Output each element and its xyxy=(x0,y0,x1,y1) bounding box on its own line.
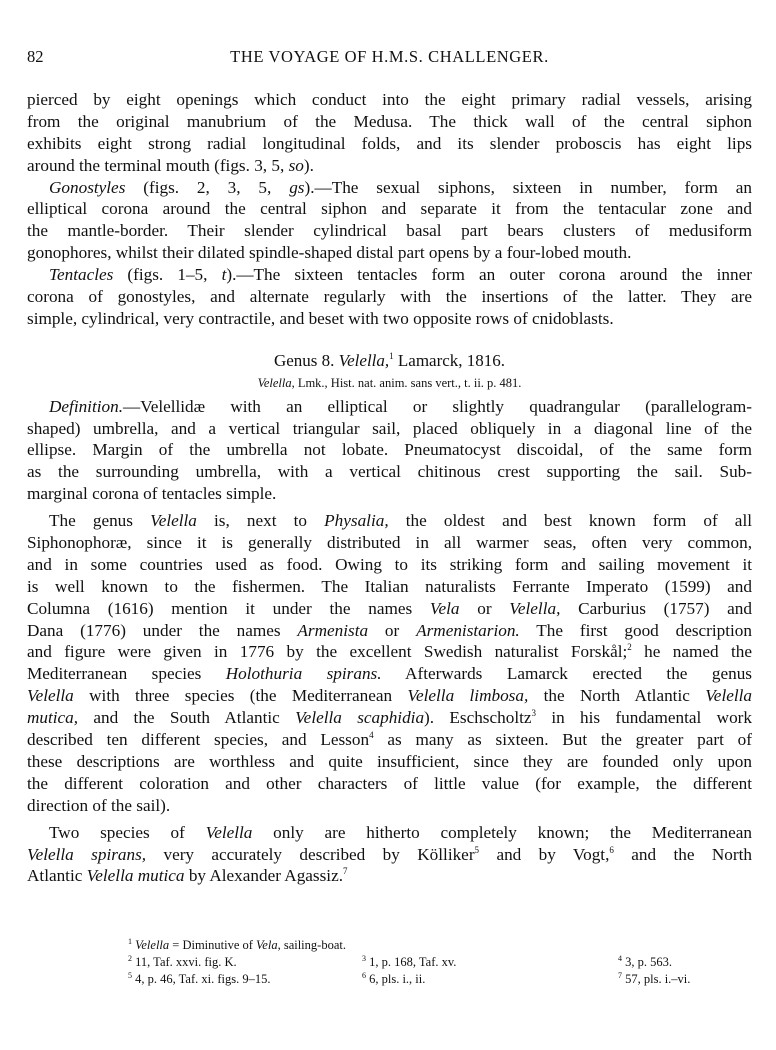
text-run: and the North xyxy=(613,844,752,864)
italic-text: Physalia, xyxy=(324,511,389,531)
italic-text: Vela xyxy=(256,938,278,952)
text-run: described ten different species, and Lesson xyxy=(27,730,370,750)
text-run: Mediterranean species xyxy=(27,664,226,684)
text-line xyxy=(27,155,752,177)
paragraph-gap xyxy=(27,330,752,348)
text-line xyxy=(27,133,752,155)
text-run: is well known to the fishermen. The Italian naturalists Ferrante Imperato (1599) and xyxy=(27,576,752,596)
footnote-ref: 3 xyxy=(531,708,536,719)
text-run: 4, p. 46, Taf. xi. figs. 9–15. xyxy=(135,972,271,986)
text-line xyxy=(27,641,752,663)
text-line xyxy=(27,439,752,461)
text-run: ). xyxy=(303,155,314,175)
footnote-7 xyxy=(618,971,690,988)
text-line xyxy=(27,795,752,817)
text-run: corona of gonostyles, and alternate regularly with the insertions of the latter. They are xyxy=(27,287,752,307)
italic-text: Velella limbosa, xyxy=(407,686,529,706)
text-line xyxy=(27,663,752,685)
text-run: from the original manubrium of the Medusa. The thick wall of the central siphon xyxy=(27,111,752,131)
text-run: and figure were given in 1776 by the excellent Swedish naturalist Forskål; xyxy=(27,642,628,662)
footnote-2 xyxy=(128,954,237,971)
italic-text: Velella xyxy=(150,511,197,531)
text-run: shaped) umbrella, and a vertical triangular sail, placed obliquely in a diagonal line of the xyxy=(27,418,752,438)
text-line xyxy=(27,510,752,532)
text-run: he named the xyxy=(631,642,752,662)
text-run: around the terminal mouth (figs. 3, 5, xyxy=(27,155,289,175)
text-run: = Diminutive of xyxy=(169,938,257,952)
text-run: ellipse. Margin of the umbrella not lobate. Pneumatocyst discoidal, of the same form xyxy=(27,440,752,460)
text-line xyxy=(27,177,752,199)
text-run: , Lmk., Hist. nat. anim. sans vert., t. ii. p. 481. xyxy=(291,375,522,390)
footnote-row xyxy=(128,937,728,954)
footnote-number: 5 xyxy=(128,971,132,980)
text-line xyxy=(27,620,752,642)
text-line xyxy=(27,822,752,844)
text-line xyxy=(27,598,752,620)
text-line xyxy=(27,264,752,286)
genus-heading xyxy=(27,350,752,372)
italic-text: Vela xyxy=(429,598,460,618)
text-run: The genus xyxy=(49,511,151,531)
text-line xyxy=(27,685,752,707)
footnote-1 xyxy=(128,937,346,954)
italic-text: Velella xyxy=(705,686,752,706)
text-run: Two species of xyxy=(49,822,206,842)
text-run: as many as sixteen. But the greater part of xyxy=(373,730,752,750)
italic-text: Velella, xyxy=(338,350,390,370)
text-run: ). Eschscholtz xyxy=(424,708,532,728)
text-run: the North Atlantic xyxy=(528,686,706,706)
text-run: ).—The sexual siphons, sixteen in number, form an xyxy=(304,177,752,197)
footnote-ref: 1 xyxy=(389,350,394,361)
text-run: is, next to xyxy=(196,511,325,531)
italic-text: Velella xyxy=(205,822,253,842)
text-run: or xyxy=(459,598,510,618)
text-run: or xyxy=(368,620,417,640)
text-line xyxy=(27,532,752,554)
text-line xyxy=(27,576,752,598)
footnote-ref: 4 xyxy=(369,730,374,741)
text-run: pierced by eight openings which conduct into the eight primary radial vessels, arising xyxy=(27,90,752,109)
text-line xyxy=(27,729,752,751)
italic-text: Gonostyles xyxy=(49,177,126,197)
text-line xyxy=(27,844,752,866)
footnote-number: 6 xyxy=(362,971,366,980)
italic-text: Velella xyxy=(257,375,292,390)
footnote-number: 1 xyxy=(128,937,132,946)
italic-text: Holothuria spirans. xyxy=(225,664,382,684)
footnotes xyxy=(128,937,728,988)
italic-text: Armenista xyxy=(297,620,369,640)
text-run: and in some countries used as food. Owing to its striking form and sailing movement it xyxy=(27,554,752,574)
text-line xyxy=(27,707,752,729)
genus-citation xyxy=(27,372,752,396)
text-run: with three species (the Mediterranean xyxy=(73,686,408,706)
running-title: THE VOYAGE OF H.M.S. CHALLENGER. xyxy=(230,47,549,66)
italic-text: gs xyxy=(289,177,305,197)
footnote-row xyxy=(128,954,728,971)
italic-text: Definition. xyxy=(49,396,123,416)
text-run: 11, Taf. xxvi. fig. K. xyxy=(135,955,237,969)
text-run: and the South Atlantic xyxy=(78,708,296,728)
page-number: 82 xyxy=(27,47,44,66)
text-run: The first good description xyxy=(519,620,752,640)
text-run: by Alexander Agassiz. xyxy=(184,866,344,886)
italic-text: Tentacles xyxy=(49,265,114,285)
footnote-ref: 2 xyxy=(627,642,632,653)
text-run: the oldest and best known form of all xyxy=(388,511,752,531)
footnote-3 xyxy=(362,954,456,971)
italic-text: t xyxy=(221,265,227,285)
text-run: (figs. 2, 3, 5, xyxy=(125,177,290,197)
italic-text: Velella spirans, xyxy=(27,844,147,864)
text-run: Dana (1776) under the names xyxy=(27,620,298,640)
text-run: Afterwards Lamarck erected the genus xyxy=(381,664,752,684)
text-run: the different coloration and other characters of little value (for example, the different xyxy=(27,773,752,793)
text-line xyxy=(27,286,752,308)
text-run: gonophores, whilst their dilated spindle-shaped distal part opens by a four-lobed mouth. xyxy=(27,243,632,263)
italic-text: Velella xyxy=(27,686,74,706)
text-line xyxy=(27,418,752,440)
text-run: (figs. 1–5, xyxy=(113,265,222,285)
text-line xyxy=(27,111,752,133)
running-header xyxy=(27,47,752,69)
footnote-number: 4 xyxy=(618,954,622,963)
footnote-number: 7 xyxy=(618,971,622,980)
text-run: Lamarck, 1816. xyxy=(393,350,506,370)
text-line xyxy=(27,483,752,505)
text-run: elliptical corona around the central siphon and separate it from the tentacular zone and xyxy=(27,199,752,219)
text-run: Siphonophoræ, since it is generally distributed in all warmer seas, often very common, xyxy=(27,533,752,553)
text-run: ).—The sixteen tentacles form an outer corona around the inner xyxy=(226,265,752,285)
footnote-ref: 6 xyxy=(609,844,614,855)
text-run: in his fundamental work xyxy=(536,708,752,728)
italic-text: Armenistarion. xyxy=(416,620,520,640)
text-run: 3, p. 563. xyxy=(625,955,672,969)
text-line xyxy=(27,554,752,576)
italic-text: Velella xyxy=(135,938,170,952)
italic-text: Velella scaphidia xyxy=(295,708,425,728)
footnote-row xyxy=(128,971,728,988)
text-run: Carburius (1757) and xyxy=(560,598,752,618)
text-run: 1, p. 168, Taf. xv. xyxy=(369,955,457,969)
text-run: 6, pls. i., ii. xyxy=(369,972,426,986)
footnote-number: 2 xyxy=(128,954,132,963)
text-line xyxy=(27,198,752,220)
text-line xyxy=(27,220,752,242)
text-line xyxy=(27,89,752,111)
footnote-ref: 7 xyxy=(343,866,348,877)
text-run: marginal corona of tentacles simple. xyxy=(27,484,277,504)
italic-text: Velella, xyxy=(509,598,561,618)
text-line xyxy=(27,461,752,483)
text-run: exhibits eight strong radial longitudinal folds, and its slender proboscis has eight lips xyxy=(27,133,752,153)
text-run: direction of the sail). xyxy=(27,795,171,815)
body-text xyxy=(27,89,752,887)
footnote-ref: 5 xyxy=(474,844,480,855)
footnote-4 xyxy=(618,954,672,971)
text-run: 57, pls. i.–vi. xyxy=(625,972,691,986)
footnote-6 xyxy=(362,971,425,988)
text-line xyxy=(27,751,752,773)
text-line xyxy=(27,396,752,418)
text-run: and by Vogt, xyxy=(479,844,610,864)
italic-text: Velella mutica xyxy=(86,866,185,886)
italic-text: mutica, xyxy=(27,708,79,728)
text-run: Columna (1616) mention it under the names xyxy=(27,598,430,618)
footnote-5 xyxy=(128,971,270,988)
text-run: —Velellidæ with an elliptical or slightly quadrangular (parallelogram- xyxy=(123,396,752,416)
text-run: simple, cylindrical, very contractile, and beset with two opposite rows of cnidoblasts. xyxy=(27,308,614,328)
text-line xyxy=(27,773,752,795)
text-line xyxy=(27,242,752,264)
text-run: only are hitherto completely known; the Mediterranean xyxy=(252,822,752,842)
italic-text: so xyxy=(288,155,304,175)
text-run: Atlantic xyxy=(27,866,87,886)
text-run: very accurately described by Kölliker xyxy=(146,844,475,864)
text-run: as the surrounding umbrella, with a vertical chitinous crest supporting the sail. Sub- xyxy=(27,462,752,482)
text-run: Genus 8. xyxy=(273,350,339,370)
text-run: these descriptions are worthless and quite insufficient, since they are founded only upon xyxy=(27,751,752,771)
text-run: the mantle-border. Their slender cylindrical basal part bears clusters of medusiform xyxy=(27,221,752,241)
footnote-number: 3 xyxy=(362,954,366,963)
text-line xyxy=(27,865,752,887)
text-run: , sailing-boat. xyxy=(277,938,346,952)
text-line xyxy=(27,308,752,330)
